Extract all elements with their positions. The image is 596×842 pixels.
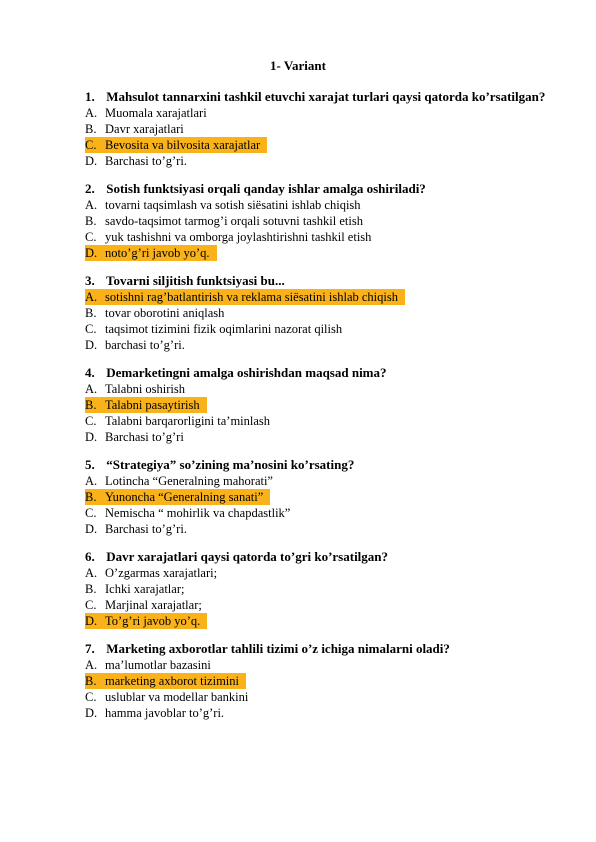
highlighted-answer [85,613,207,629]
answer-option [85,121,553,137]
question-label: Tovarni siljitish funktsiyasi bu... [106,273,285,288]
answer-wrap [85,338,189,352]
answer-option [85,429,553,445]
answer-option [85,137,553,153]
question-text [85,548,553,565]
question-number: 3. [85,273,95,288]
option-text: To’g’ri javob yo’q. [105,614,201,628]
option-letter: D. [85,154,98,168]
option-text: savdo-taqsimot tarmog’i orqali sotuvni tashkil etish [105,214,363,228]
highlighted-answer [85,397,207,413]
answer-wrap [85,382,189,396]
option-text: O’zgarmas xarajatlari; [105,566,218,580]
question-number: 1. [85,89,95,104]
option-letter: A. [85,474,98,488]
option-text: Bevosita va bilvosita xarajatlar [105,138,261,152]
page-title: 1- Variant [270,58,326,73]
answer-wrap [85,214,367,228]
option-text: tovarni taqsimlash va sotish siёsatini ishlab chiqish [105,198,361,212]
option-text: tovar oborotini aniqlash [105,306,225,320]
answer-wrap [85,106,211,120]
option-text: Davr xarajatlari [105,122,184,136]
option-text: hamma javoblar to’g’ri. [105,706,225,720]
answer-wrap [85,690,252,704]
option-text: Marjinal xarajatlar; [105,598,202,612]
highlighted-answer [85,489,270,505]
option-text: sotishni rag’batlantirish va reklama siёsatini ishlab chiqish [105,290,398,304]
answer-wrap [85,322,346,336]
option-text: marketing axborot tizimini [105,674,239,688]
question-label: Davr xarajatlari qaysi qatorda to’gri ko’rsatilgan? [106,549,389,564]
option-text: Nemischa “ mohirlik va chapdastlik” [105,506,291,520]
answer-wrap [85,582,188,596]
answer-wrap [85,474,277,488]
answer-wrap [85,506,294,520]
question-label: Mahsulot tannarxini tashkil etuvchi xarajat turlari qaysi qatorda ko’rsatilgan? [106,89,546,104]
question-text [85,364,553,381]
option-letter: B. [85,674,97,688]
option-text: Muomala xarajatlari [105,106,207,120]
option-letter: A. [85,106,98,120]
option-letter: B. [85,214,97,228]
option-letter: D. [85,522,98,536]
answer-wrap [85,414,274,428]
option-letter: B. [85,122,97,136]
answer-option [85,305,553,321]
option-letter: D. [85,706,98,720]
option-letter: B. [85,398,97,412]
option-text: yuk tashishni va omborga joylashtirishni tashkil etish [105,230,372,244]
option-text: taqsimot tizimini fizik oqimlarini nazorat qilish [105,322,343,336]
option-text: Lotincha “Generalning mahorati” [105,474,273,488]
option-letter: B. [85,490,97,504]
question-label: “Strategiya” so’zining ma’nosini ko’rsating? [106,457,355,472]
answer-option [85,505,553,521]
option-letter: C. [85,414,97,428]
answer-option [85,381,553,397]
answer-wrap [85,706,228,720]
option-text: Barchasi to’g’ri. [105,522,187,536]
answer-wrap [85,198,365,212]
question-number: 5. [85,457,95,472]
option-letter: C. [85,322,97,336]
highlighted-answer [85,245,217,261]
answer-wrap [85,230,375,244]
answer-option [85,673,553,689]
answer-option [85,321,553,337]
answer-option [85,105,553,121]
highlighted-answer [85,289,405,305]
option-letter: A. [85,290,98,304]
answer-option [85,289,553,305]
answer-wrap [85,430,188,444]
option-letter: D. [85,338,98,352]
option-letter: A. [85,658,98,672]
answer-wrap [85,154,191,168]
question-4 [85,364,553,445]
answer-option [85,337,553,353]
answer-option [85,705,553,721]
option-letter: C. [85,598,97,612]
option-text: barchasi to’g’ri. [105,338,185,352]
answer-option [85,473,553,489]
question-1 [85,88,553,169]
question-list [85,88,553,732]
question-2 [85,180,553,261]
answer-option [85,213,553,229]
question-text [85,456,553,473]
answer-wrap [85,306,228,320]
option-letter: B. [85,582,97,596]
option-letter: C. [85,138,97,152]
highlighted-answer [85,137,267,153]
answer-option [85,521,553,537]
question-label: Marketing axborotlar tahlili tizimi o’z ichiga nimalarni oladi? [106,641,450,656]
question-number: 4. [85,365,95,380]
answer-option [85,413,553,429]
answer-option [85,489,553,505]
option-letter: D. [85,614,98,628]
answer-option [85,397,553,413]
answer-wrap [85,566,221,580]
option-text: Talabni oshirish [105,382,186,396]
question-text [85,88,553,105]
answer-wrap [85,122,188,136]
option-text: noto’g’ri javob yo’q. [105,246,210,260]
option-letter: C. [85,506,97,520]
answer-option [85,613,553,629]
answer-option [85,153,553,169]
question-label: Demarketingni amalga oshirishdan maqsad nima? [106,365,387,380]
option-letter: A. [85,382,98,396]
option-text: uslublar va modellar bankini [105,690,249,704]
answer-wrap [85,522,191,536]
answer-option [85,197,553,213]
answer-option [85,657,553,673]
question-number: 2. [85,181,95,196]
option-letter: C. [85,690,97,704]
question-7 [85,640,553,721]
answer-option [85,597,553,613]
option-text: Talabni pasaytirish [105,398,200,412]
option-text: Ichki xarajatlar; [105,582,185,596]
option-text: Barchasi to’g’ri [105,430,184,444]
question-text [85,180,553,197]
question-text [85,272,553,289]
answer-option [85,581,553,597]
answer-wrap [85,598,206,612]
answer-option [85,689,553,705]
answer-option [85,245,553,261]
option-text: ma’lumotlar bazasini [105,658,211,672]
option-letter: B. [85,306,97,320]
question-number: 6. [85,549,95,564]
question-number: 7. [85,641,95,656]
option-text: Barchasi to’g’ri. [105,154,187,168]
option-letter: D. [85,430,98,444]
highlighted-answer [85,673,246,689]
option-text: Yunoncha “Generalning sanati” [105,490,264,504]
option-letter: A. [85,198,98,212]
answer-wrap [85,658,215,672]
answer-option [85,565,553,581]
question-text [85,640,553,657]
question-5 [85,456,553,537]
option-letter: C. [85,230,97,244]
question-3 [85,272,553,353]
question-label: Sotish funktsiyasi orqali qanday ishlar amalga oshiriladi? [106,181,426,196]
answer-option [85,229,553,245]
option-letter: D. [85,246,98,260]
question-6 [85,548,553,629]
option-text: Talabni barqarorligini ta’minlash [105,414,271,428]
option-letter: A. [85,566,98,580]
